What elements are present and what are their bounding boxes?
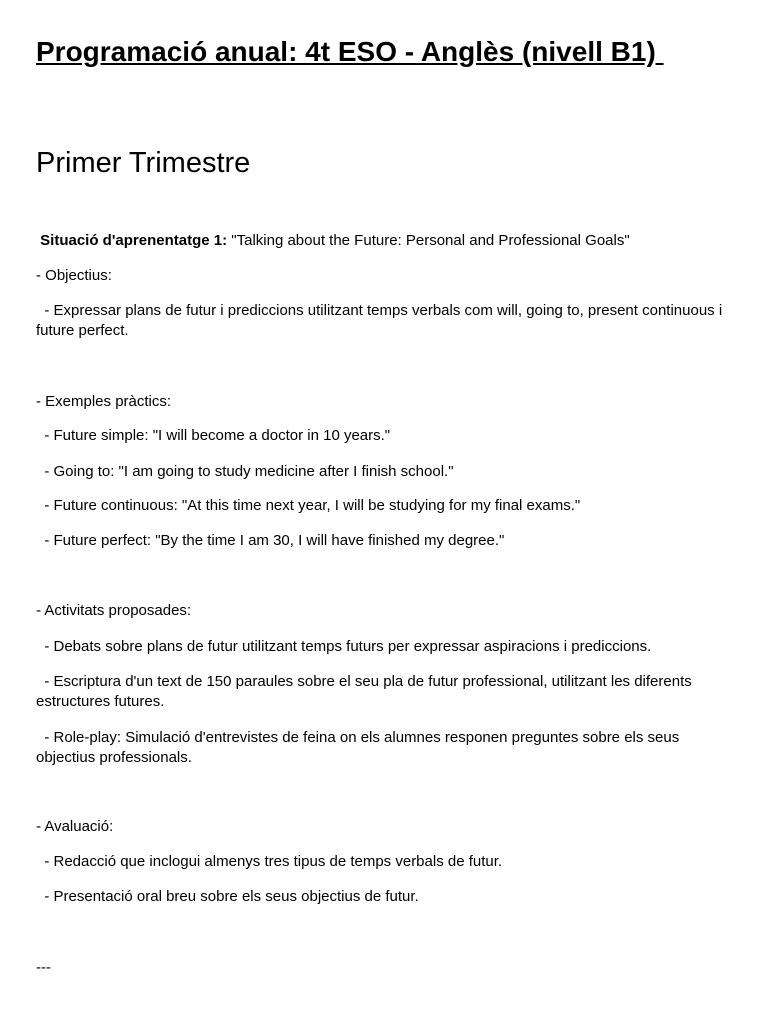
- document-title: Programació anual: 4t ESO - Anglès (nivell B1): [36, 36, 664, 67]
- example-item: - Going to: "I am going to study medicine after I finish school.": [36, 463, 454, 480]
- evaluation-heading: - Avaluació:: [36, 818, 114, 835]
- evaluation-item: - Redacció que inclogui almenys tres tipus de temps verbals de futur.: [36, 853, 503, 870]
- activity-item: - Debats sobre plans de futur utilitzant temps futurs per expressar aspiracions i prediccions.: [36, 638, 652, 655]
- activity-item: - Escriptura d'un text de 150 paraules sobre el seu pla de futur professional, utilitzant les diferents estructures futures.: [36, 673, 696, 710]
- evaluation-item: - Presentació oral breu sobre els seus objectius de futur.: [36, 888, 419, 905]
- objective-item: - Expressar plans de futur i prediccions utilitzant temps verbals com will, going to, present continuous i future perfect.: [36, 302, 727, 339]
- situation-label: Situació d'aprenentatge 1:: [36, 232, 228, 249]
- objectives-heading: - Objectius:: [36, 267, 112, 284]
- example-item: - Future perfect: "By the time I am 30, I will have finished my degree.": [36, 532, 505, 549]
- section-separator: ---: [36, 959, 51, 976]
- example-item: - Future continuous: "At this time next year, I will be studying for my final exams.": [36, 497, 581, 514]
- situation-paragraph: [36, 231, 726, 251]
- activity-item: - Role-play: Simulació d'entrevistes de feina on els alumnes responen preguntes sobre els seus objectius professionals.: [36, 729, 684, 766]
- activities-heading: - Activitats proposades:: [36, 602, 192, 619]
- examples-heading: - Exemples pràctics:: [36, 393, 172, 410]
- situation-text: "Talking about the Future: Personal and Professional Goals": [227, 232, 630, 249]
- example-item: - Future simple: "I will become a doctor in 10 years.": [36, 427, 391, 444]
- section-heading: Primer Trimestre: [36, 147, 251, 179]
